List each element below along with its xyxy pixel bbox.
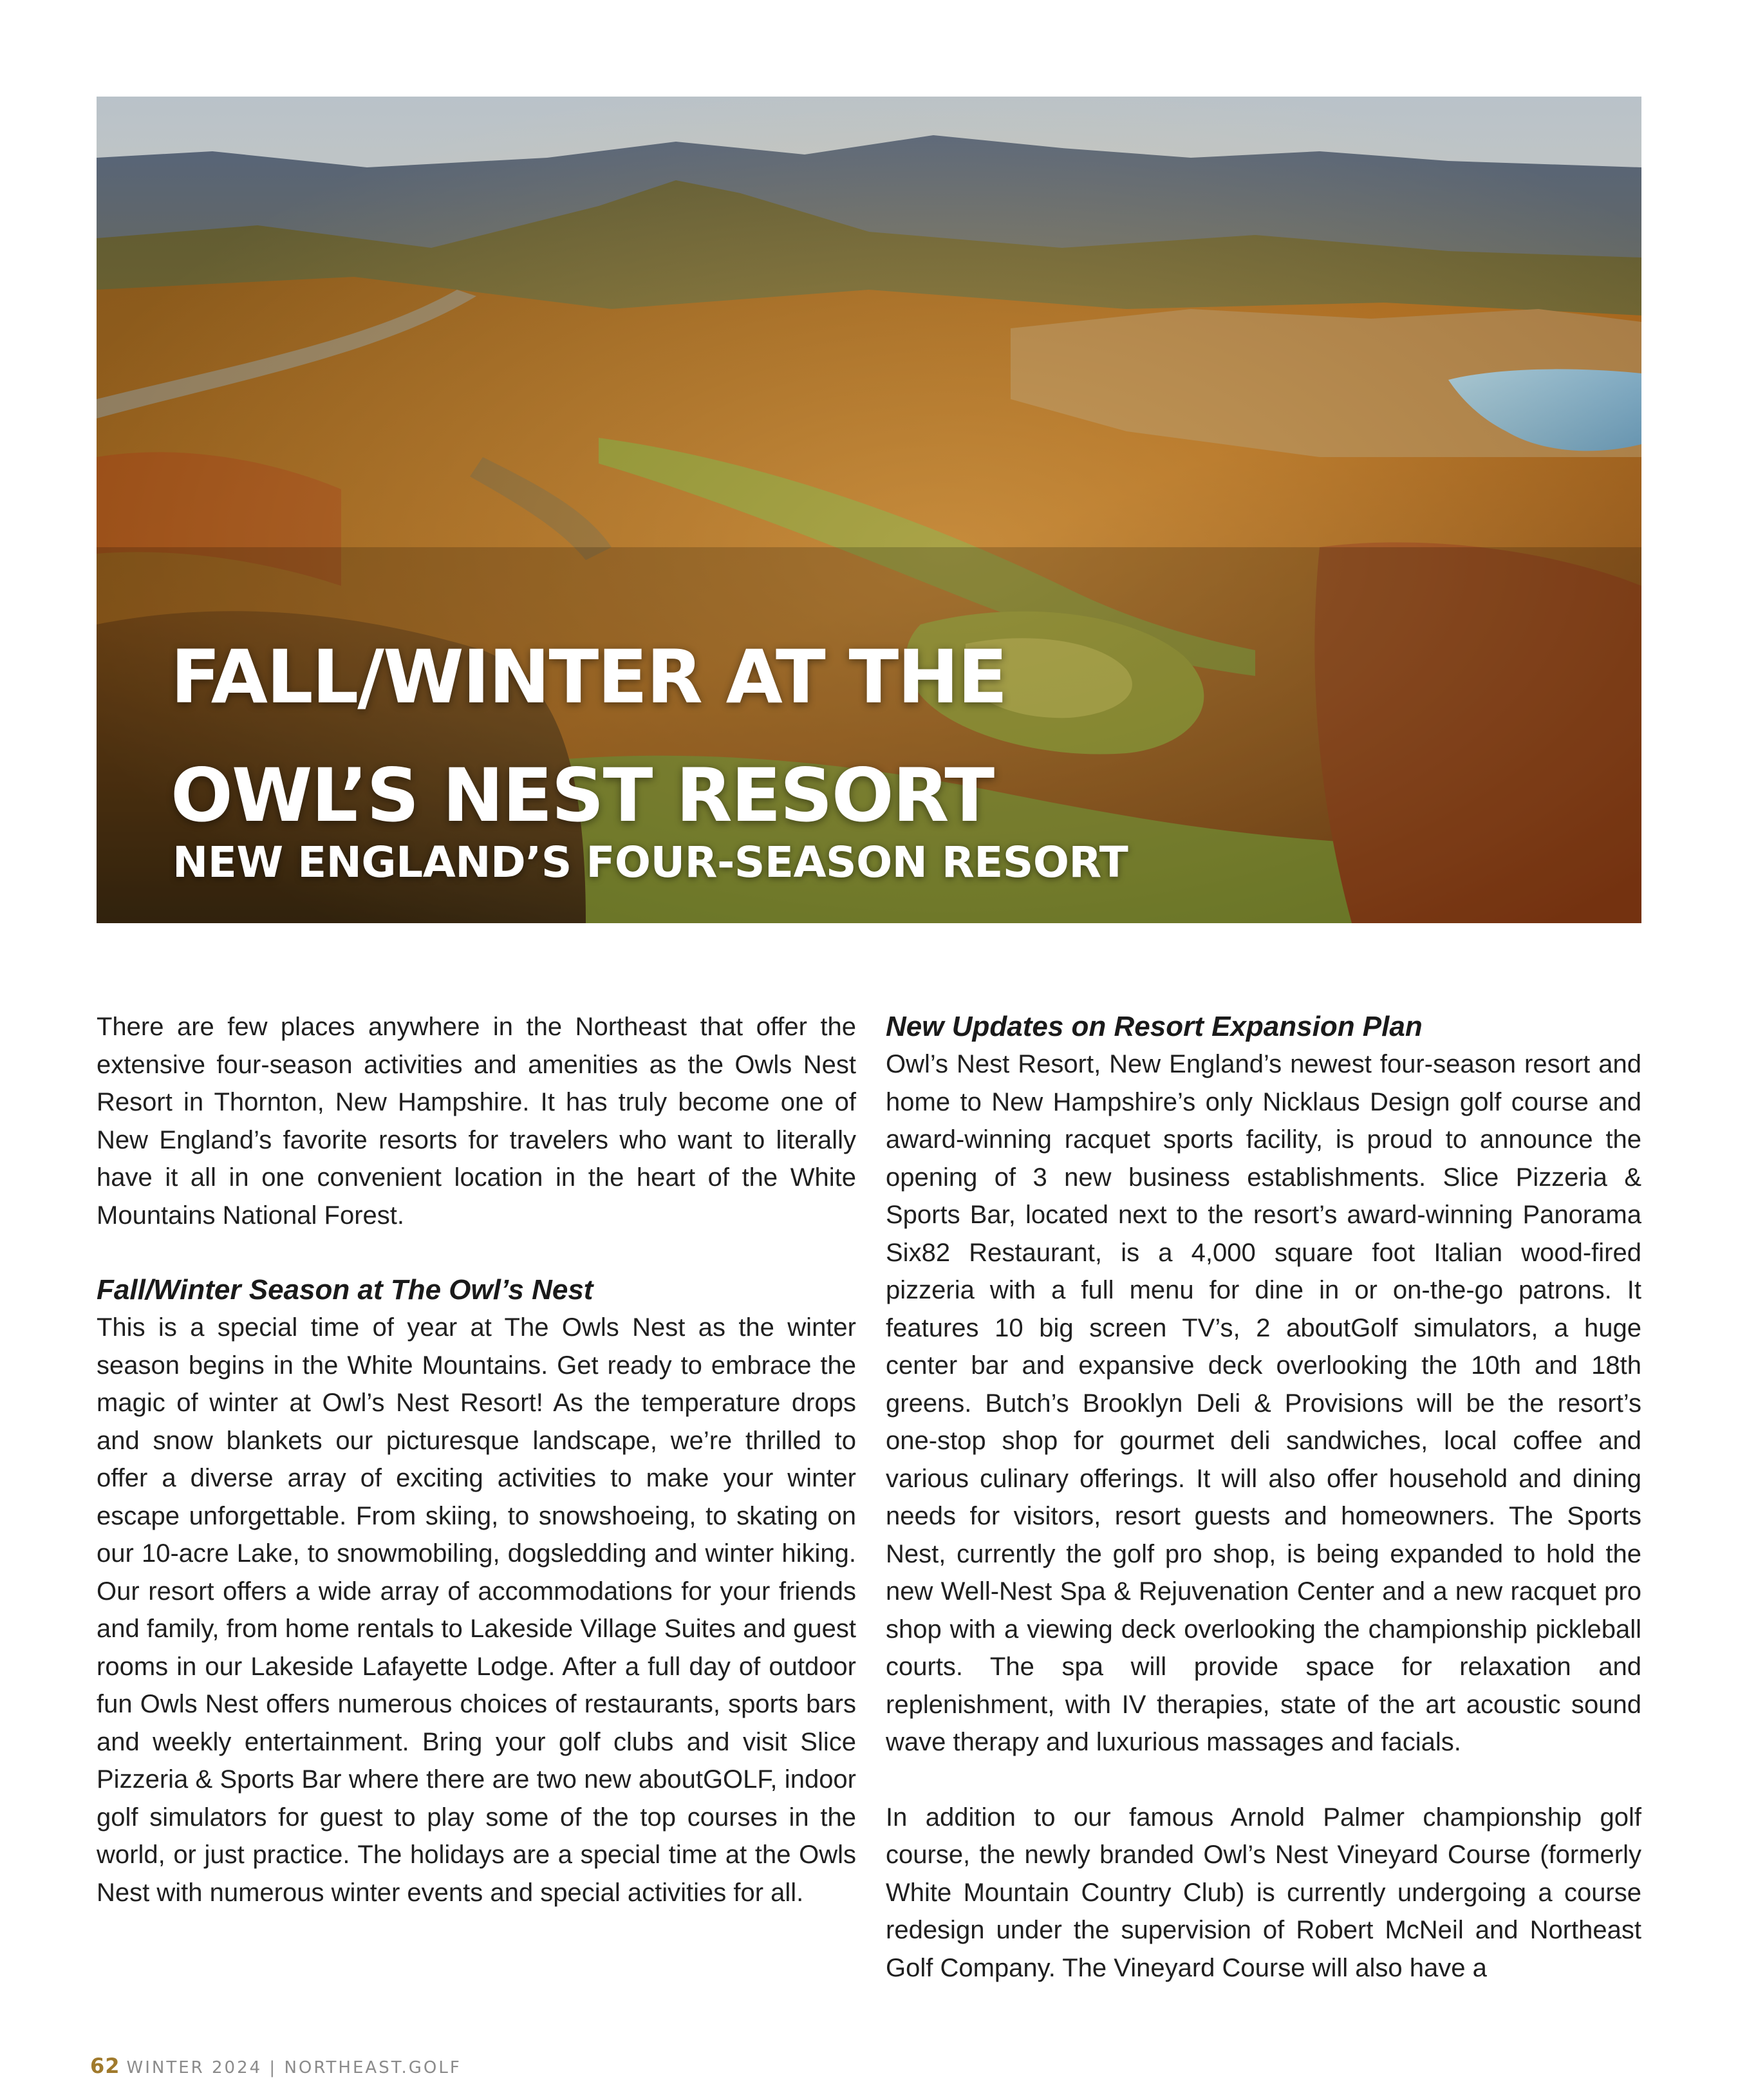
- right-column: [886, 1008, 1641, 1987]
- hero-image: [97, 97, 1641, 923]
- issue-label: WINTER 2024 | NORTHEAST.GOLF: [126, 2058, 462, 2077]
- left-column: [97, 1008, 856, 1911]
- intro-paragraph: There are few places anywhere in the Northeast that offer the extensive four-season activities and amenities as the Owls Nest Resort in Thornton, New Hampshire. It has truly become one of New England’s favorite resorts for travelers who want to literally have it all in one convenient location in the heart of the White Mountains National Forest.: [97, 1013, 856, 1230]
- article-subtitle: NEW ENGLAND’S FOUR-SEASON RESORT: [173, 838, 1128, 887]
- article-title: [171, 618, 1007, 855]
- article-title-line-1: FALL/WINTER AT THE: [171, 634, 1007, 720]
- page-number: 62: [90, 2054, 120, 2078]
- fall-winter-paragraph: This is a special time of year at The Owls Nest as the winter season begins in the White Mountains. Get ready to embrace the magic of winter at Owl’s Nest Resort! As the temperature drops and snow blankets our picturesque landscape, we’re thrilled to offer a diverse array of exciting activities to make your winter escape unforgettable. From skiing, to snowshoeing, to skating on our 10-acre Lake, to snowmobiling, dogsledding and winter hiking. Our resort offers a wide array of accommodations for your friends and family, from home rentals to Lakeside Village Suites and guest rooms in our Lakeside Lafayette Lodge. After a full day of outdoor fun Owls Nest offers numerous choices of restaurants, sports bars and weekly entertainment. Bring your golf clubs and visit Slice Pizzeria & Sports Bar where there are two new aboutGOLF, indoor golf simulators for guest to play some of the top courses in the world, or just practice. The holidays are a special time at the Owls Nest with numerous winter events and special activities for all.: [97, 1313, 856, 1907]
- fall-winter-heading: Fall/Winter Season at The Owl’s Nest: [97, 1274, 593, 1306]
- article-title-line-2: OWL’S NEST RESORT: [171, 753, 994, 838]
- page-footer: [90, 2054, 462, 2078]
- expansion-plan-heading: New Updates on Resort Expansion Plan: [886, 1011, 1423, 1042]
- vineyard-course-paragraph: In addition to our famous Arnold Palmer championship golf course, the newly branded Owl’s Nest Vineyard Course (formerly White Mountain Country Club) is currently undergoing a course redesign under the supervision of Robert McNeil and Northeast Golf Company. The Vineyard Course will also have a: [886, 1803, 1641, 1982]
- expansion-plan-paragraph: Owl’s Nest Resort, New England’s newest four-season resort and home to New Hampshire’s only Nicklaus Design golf course and award-winning racquet sports facility, is proud to announce the opening of 3 new business establishments. Slice Pizzeria & Sports Bar, located next to the resort’s award-winning Panorama Six82 Restaurant, is a 4,000 square foot Italian wood-fired pizzeria with a full menu for dine in or on-the-go patrons. It features 10 big screen TV’s, 2 aboutGolf simulators, a huge center bar and expansive deck overlooking the 10th and 18th greens. Butch’s Brooklyn Deli & Provisions will be the resort’s one-stop shop for gourmet deli sandwiches, local coffee and various culinary offerings. It will also offer household and dining needs for visitors, resort guests and homeowners. The Sports Nest, currently the golf pro shop, is being expanded to hold the new Well-Nest Spa & Rejuvenation Center and a new racquet pro shop with a viewing deck overlooking the championship pickleball courts. The spa will provide space for relaxation and replenishment, with IV therapies, state of the art acoustic sound wave therapy and luxurious massages and facials.: [886, 1050, 1641, 1756]
